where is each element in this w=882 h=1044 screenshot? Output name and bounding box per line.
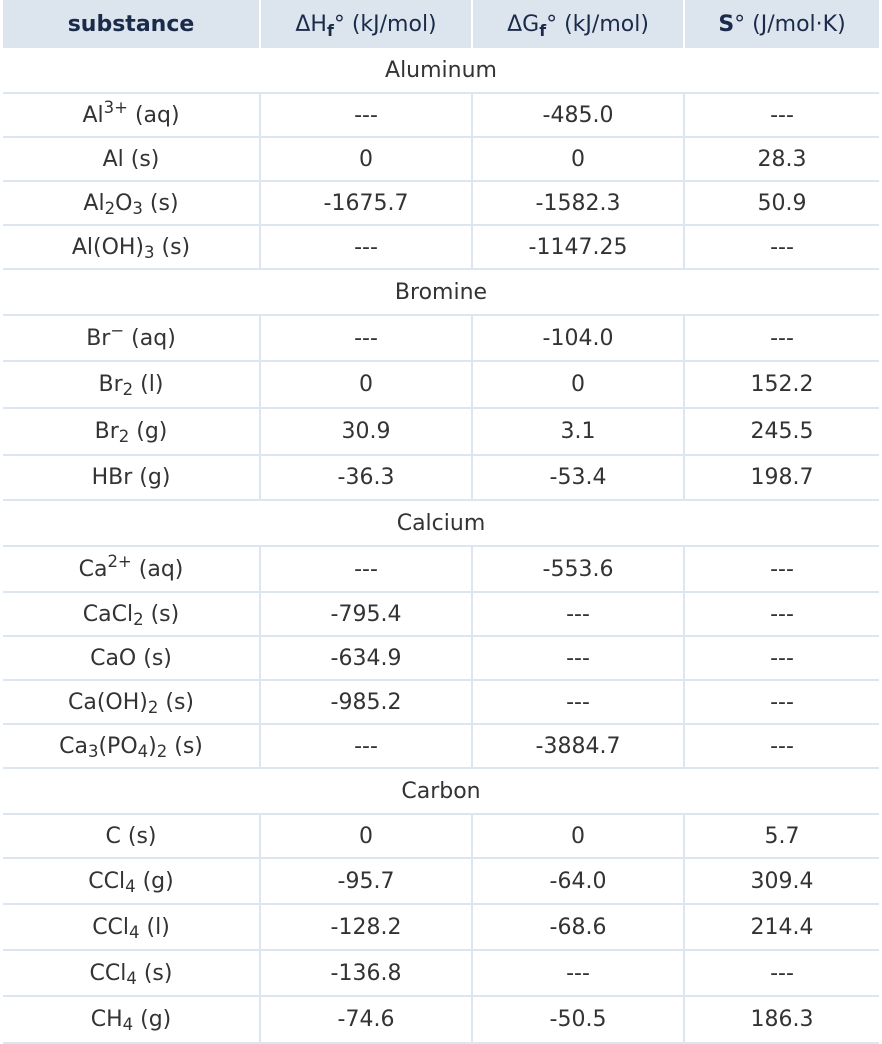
header-gibbs	[473, 0, 685, 48]
header-enthalpy-sub: f	[326, 20, 334, 40]
table-row	[3, 593, 879, 637]
table-row	[3, 409, 879, 456]
enthalpy-cell: ---	[261, 226, 473, 270]
header-entropy	[685, 0, 879, 48]
substance-cell: Al (s)	[3, 138, 261, 182]
table-row	[3, 815, 879, 859]
table-row	[3, 456, 879, 501]
header-gibbs-sub: f	[539, 20, 547, 40]
gibbs-cell: -3884.7	[473, 725, 685, 769]
substance-cell: CaO (s)	[3, 637, 261, 681]
group-row-carbon	[3, 769, 879, 815]
substance-cell: $Al^{3+}$ (aq)	[3, 94, 261, 138]
enthalpy-cell: -136.8	[261, 951, 473, 997]
header-entropy-degree: °	[734, 11, 746, 37]
enthalpy-cell: -795.4	[261, 593, 473, 637]
entropy-cell: ---	[685, 94, 879, 138]
enthalpy-cell: 0	[261, 815, 473, 859]
entropy-cell: 152.2	[685, 362, 879, 409]
entropy-cell: ---	[685, 951, 879, 997]
enthalpy-cell: ---	[261, 547, 473, 593]
entropy-cell: ---	[685, 316, 879, 362]
gibbs-cell: 0	[473, 138, 685, 182]
gibbs-cell: ---	[473, 951, 685, 997]
gibbs-cell: -50.5	[473, 997, 685, 1044]
entropy-cell: ---	[685, 725, 879, 769]
header-entropy-unit: (J/mol·K)	[752, 11, 846, 37]
table-row	[3, 316, 879, 362]
enthalpy-cell: ---	[261, 94, 473, 138]
entropy-cell: 50.9	[685, 182, 879, 226]
substance-cell: $Al_2O_3$ (s)	[3, 182, 261, 226]
table-row	[3, 226, 879, 270]
table-row	[3, 94, 879, 138]
gibbs-cell: -64.0	[473, 859, 685, 905]
table-row	[3, 951, 879, 997]
group-label: Aluminum	[3, 48, 879, 94]
gibbs-cell: -485.0	[473, 94, 685, 138]
enthalpy-cell: 0	[261, 362, 473, 409]
header-row	[3, 0, 879, 48]
table-row	[3, 905, 879, 951]
gibbs-cell: -53.4	[473, 456, 685, 501]
enthalpy-cell: -1675.7	[261, 182, 473, 226]
gibbs-cell: 0	[473, 815, 685, 859]
substance-cell: CCl$_4$ (g)	[3, 859, 261, 905]
substance-cell: Br− (aq)	[3, 316, 261, 362]
group-row-bromine	[3, 270, 879, 316]
table-row	[3, 182, 879, 226]
enthalpy-cell: -985.2	[261, 681, 473, 725]
gibbs-cell: -1147.25	[473, 226, 685, 270]
enthalpy-cell: -634.9	[261, 637, 473, 681]
entropy-cell: 5.7	[685, 815, 879, 859]
group-row-calcium	[3, 501, 879, 547]
enthalpy-cell: ---	[261, 316, 473, 362]
gibbs-cell: -68.6	[473, 905, 685, 951]
entropy-cell: 214.4	[685, 905, 879, 951]
entropy-cell: ---	[685, 593, 879, 637]
gibbs-cell: -1582.3	[473, 182, 685, 226]
substance-cell: CCl$_4$ (s)	[3, 951, 261, 997]
header-substance: substance	[3, 0, 261, 48]
substance-cell: $Al(OH)_3$ (s)	[3, 226, 261, 270]
entropy-cell: ---	[685, 637, 879, 681]
group-row-aluminum	[3, 48, 879, 94]
substance-cell: HBr (g)	[3, 456, 261, 501]
enthalpy-cell: -74.6	[261, 997, 473, 1044]
gibbs-cell: ---	[473, 593, 685, 637]
header-enthalpy-symbol: ΔH	[295, 11, 327, 37]
gibbs-cell: 3.1	[473, 409, 685, 456]
gibbs-cell: -553.6	[473, 547, 685, 593]
header-entropy-symbol: S	[718, 11, 735, 37]
group-label: Carbon	[3, 769, 879, 815]
substance-cell: $Ca^{2+}$ (aq)	[3, 547, 261, 593]
entropy-cell: 198.7	[685, 456, 879, 501]
substance-cell: C (s)	[3, 815, 261, 859]
enthalpy-cell: 30.9	[261, 409, 473, 456]
gibbs-cell: 0	[473, 362, 685, 409]
header-enthalpy-degree: °	[333, 11, 345, 37]
substance-cell: $Br_2$ (l)	[3, 362, 261, 409]
table-row	[3, 997, 879, 1044]
gibbs-cell: -104.0	[473, 316, 685, 362]
header-gibbs-symbol: ΔG	[507, 11, 540, 37]
header-enthalpy	[261, 0, 473, 48]
table-row	[3, 362, 879, 409]
entropy-cell: ---	[685, 681, 879, 725]
header-gibbs-unit: (kJ/mol)	[564, 11, 649, 37]
entropy-cell: 186.3	[685, 997, 879, 1044]
enthalpy-cell: 0	[261, 138, 473, 182]
entropy-cell: 28.3	[685, 138, 879, 182]
table-row	[3, 637, 879, 681]
substance-cell: CaCl$_2$ (s)	[3, 593, 261, 637]
substance-cell: CCl$_4$ (l)	[3, 905, 261, 951]
gibbs-cell: ---	[473, 681, 685, 725]
table-row	[3, 725, 879, 769]
enthalpy-cell: ---	[261, 725, 473, 769]
table-row	[3, 859, 879, 905]
entropy-cell: ---	[685, 547, 879, 593]
table-row	[3, 138, 879, 182]
substance-cell: $CH_4$ (g)	[3, 997, 261, 1044]
entropy-cell: 309.4	[685, 859, 879, 905]
group-label: Calcium	[3, 501, 879, 547]
enthalpy-cell: -95.7	[261, 859, 473, 905]
group-label: Bromine	[3, 270, 879, 316]
enthalpy-cell: -128.2	[261, 905, 473, 951]
table-row	[3, 547, 879, 593]
substance-cell: $Ca_3(PO_4)_2$ (s)	[3, 725, 261, 769]
table-row	[3, 681, 879, 725]
header-enthalpy-unit: (kJ/mol)	[351, 11, 437, 37]
entropy-cell: 245.5	[685, 409, 879, 456]
substance-cell: $Br_2$ (g)	[3, 409, 261, 456]
enthalpy-cell: -36.3	[261, 456, 473, 501]
thermodynamic-data-table	[3, 0, 879, 1044]
gibbs-cell: ---	[473, 637, 685, 681]
header-gibbs-degree: °	[546, 11, 558, 37]
entropy-cell: ---	[685, 226, 879, 270]
substance-cell: $Ca(OH)_2$ (s)	[3, 681, 261, 725]
